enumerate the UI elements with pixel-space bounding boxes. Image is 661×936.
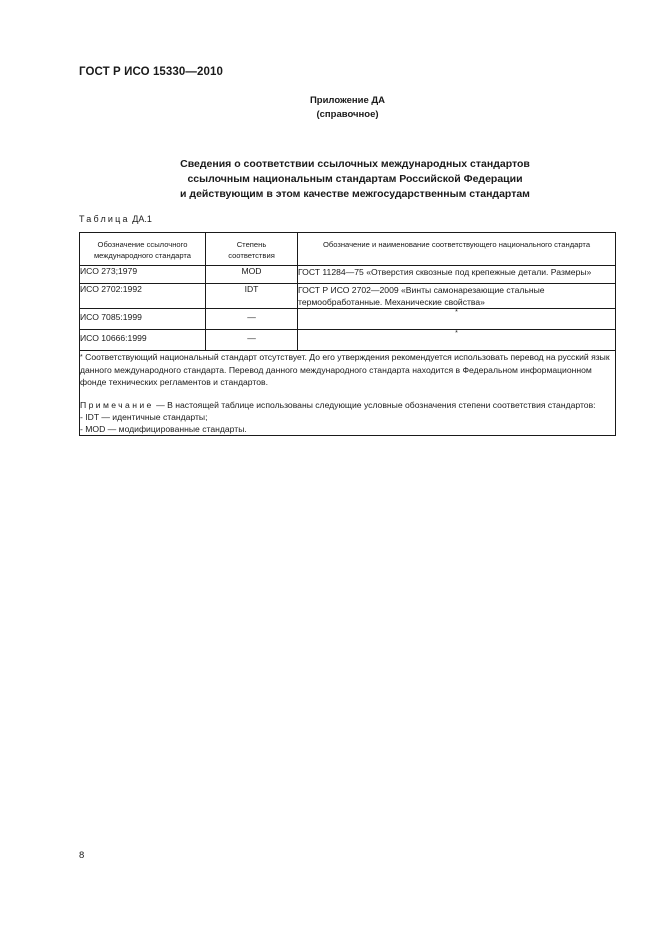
appendix-title: Приложение ДА bbox=[309, 95, 386, 106]
header-degree: Степень соответствия bbox=[206, 233, 298, 266]
note-text: — В настоящей таблице использованы следующие условные обозначения степени соответствия стандартов: bbox=[156, 400, 596, 410]
footnote-marker: * bbox=[80, 354, 83, 361]
table-row bbox=[80, 266, 616, 284]
note-label: Примечание bbox=[80, 400, 154, 410]
row-national: * bbox=[298, 330, 616, 351]
table-footer-row bbox=[80, 351, 616, 436]
page-number: 8 bbox=[79, 850, 85, 861]
table-row bbox=[80, 309, 616, 330]
table-label bbox=[79, 214, 152, 224]
row-degree: MOD bbox=[206, 266, 298, 284]
row-standard: ИСО 7085:1999 bbox=[80, 309, 206, 330]
correspondence-table bbox=[79, 232, 616, 436]
appendix-block bbox=[230, 94, 465, 122]
note-item: - MOD — модифицированные стандарты. bbox=[80, 424, 247, 434]
section-heading bbox=[120, 157, 590, 202]
row-standard: ИСО 2702:1992 bbox=[80, 284, 206, 309]
row-degree: — bbox=[206, 309, 298, 330]
heading-line-1: Сведения о соответствии ссылочных международных стандартов bbox=[180, 158, 530, 170]
header-intl-standard: Обозначение ссылочного международного стандарта bbox=[80, 233, 206, 266]
row-national: ГОСТ Р ИСО 2702—2009 «Винты самонарезающие стальные термообработанные. Механические свойства» bbox=[298, 284, 616, 309]
note bbox=[80, 399, 615, 411]
row-standard: ИСО 10666:1999 bbox=[80, 330, 206, 351]
row-degree: IDT bbox=[206, 284, 298, 309]
table-row bbox=[80, 284, 616, 309]
appendix-subtitle: (справочное) bbox=[316, 109, 379, 120]
table-footer bbox=[80, 351, 616, 436]
note-item: - IDT — идентичные стандарты; bbox=[80, 412, 208, 422]
header-national-standard: Обозначение и наименование соответствующего национального стандарта bbox=[298, 233, 616, 266]
table-label-word: Таблица bbox=[79, 214, 130, 224]
table-label-id: ДА.1 bbox=[132, 214, 152, 224]
row-national: ГОСТ 11284—75 «Отверстия сквозные под крепежные детали. Размеры» bbox=[298, 266, 616, 284]
heading-line-2: ссылочным национальным стандартам Российской Федерации bbox=[187, 173, 523, 185]
row-national: * bbox=[298, 309, 616, 330]
footnote-text: Соответствующий национальный стандарт отсутствует. До его утверждения рекомендуется использовать перевод на русский язык данного международного стандарта. Перевод данного международного стандарта находится в Федеральном информационном фонде технических регламентов и стандартов. bbox=[80, 352, 610, 387]
document-code: ГОСТ Р ИСО 15330—2010 bbox=[79, 66, 224, 78]
table-header-row bbox=[80, 233, 616, 266]
table-row bbox=[80, 330, 616, 351]
row-standard: ИСО 273;1979 bbox=[80, 266, 206, 284]
footnote bbox=[80, 351, 615, 388]
heading-line-3: и действующим в этом качестве межгосударственным стандартам bbox=[180, 188, 530, 200]
row-degree: — bbox=[206, 330, 298, 351]
